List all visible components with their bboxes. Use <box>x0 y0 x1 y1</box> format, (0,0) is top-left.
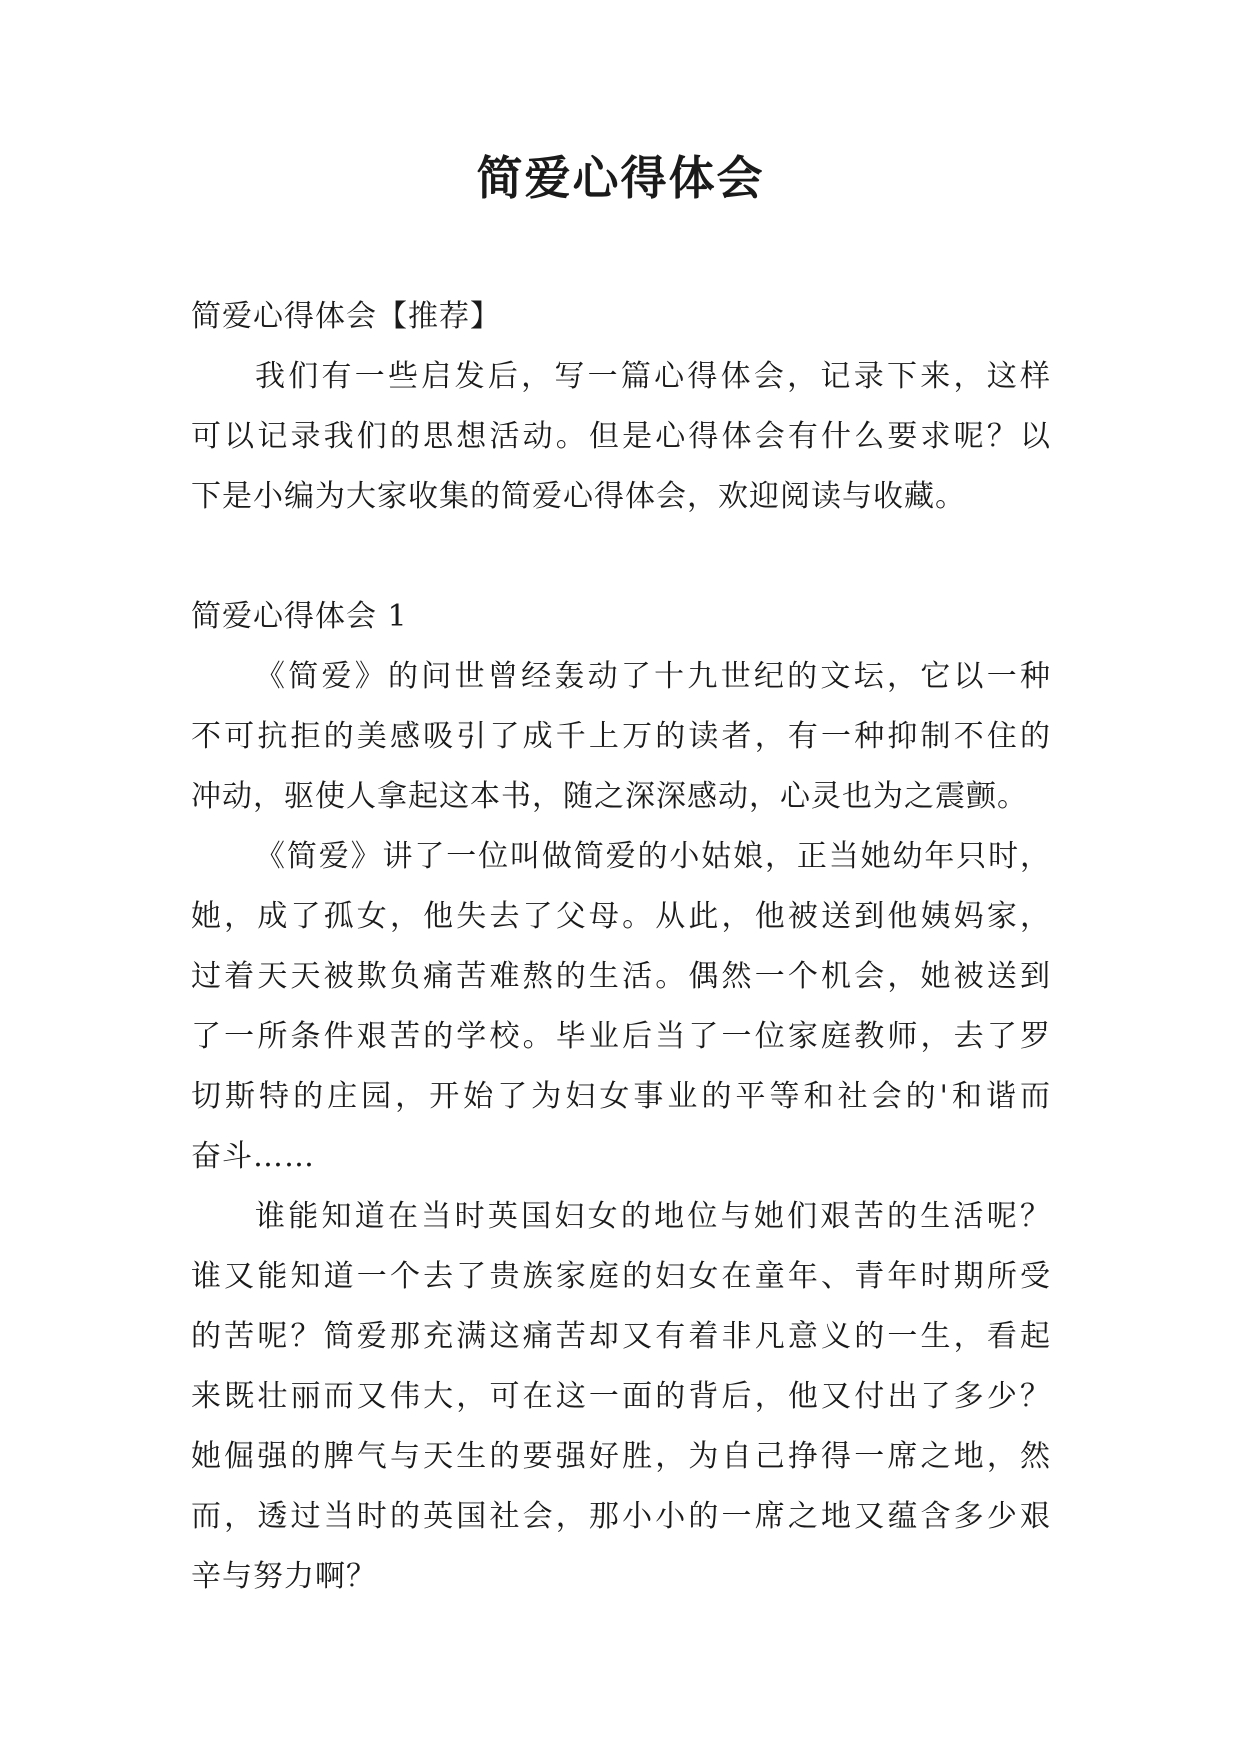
paragraph-1 <box>191 647 1051 827</box>
paragraph-3 <box>191 1187 1051 1607</box>
document-body <box>191 287 1051 1607</box>
paragraph-line: 了一所条件艰苦的学校。毕业后当了一位家庭教师，去了罗 <box>191 1019 1051 1054</box>
paragraph-line: 而，透过当时的英国社会，那小小的一席之地又蕴含多少艰 <box>191 1499 1051 1534</box>
paragraph-line: 我们有一些启发后，写一篇心得体会，记录下来，这样 <box>255 359 1051 394</box>
paragraph-line: 可以记录我们的思想活动。但是心得体会有什么要求呢？以 <box>191 419 1051 454</box>
paragraph-line: 不可抗拒的美感吸引了成千上万的读者，有一种抑制不住的 <box>191 719 1051 754</box>
document-title: 简爱心得体会 <box>476 151 765 205</box>
paragraph-line: 奋斗…… <box>191 1139 315 1174</box>
section-gap <box>191 527 1051 557</box>
paragraph-line: 谁能知道在当时英国妇女的地位与她们艰苦的生活呢？ <box>255 1199 1051 1234</box>
section-heading: 简爱心得体会 1 <box>191 599 408 634</box>
paragraph-line: 来既壮丽而又伟大，可在这一面的背后，他又付出了多少？ <box>191 1379 1051 1414</box>
paragraph-line: 谁又能知道一个去了贵族家庭的妇女在童年、青年时期所受 <box>191 1259 1051 1294</box>
intro-heading: 简爱心得体会【推荐】 <box>191 299 501 334</box>
paragraph-line: 下是小编为大家收集的简爱心得体会，欢迎阅读与收藏。 <box>191 479 966 514</box>
paragraph-line: 辛与努力啊？ <box>191 1559 377 1594</box>
paragraph-line: 《简爱》讲了一位叫做简爱的小姑娘，正当她幼年只时， <box>255 839 1051 874</box>
paragraph-2 <box>191 827 1051 1187</box>
paragraph-line: 她，成了孤女，他失去了父母。从此，他被送到他姨妈家， <box>191 899 1051 934</box>
paragraph-line: 切斯特的庄园，开始了为妇女事业的平等和社会的'和谐而 <box>191 1079 1051 1114</box>
intro-paragraph <box>191 347 1051 527</box>
paragraph-line: 《简爱》的问世曾经轰动了十九世纪的文坛，它以一种 <box>255 659 1051 694</box>
paragraph-line: 冲动，驱使人拿起这本书，随之深深感动，心灵也为之震颤。 <box>191 779 1028 814</box>
paragraph-line: 的苦呢？简爱那充满这痛苦却又有着非凡意义的一生，看起 <box>191 1319 1051 1354</box>
paragraph-line: 过着天天被欺负痛苦难熬的生活。偶然一个机会，她被送到 <box>191 959 1051 994</box>
paragraph-line: 她倔强的脾气与天生的要强好胜，为自己挣得一席之地，然 <box>191 1439 1051 1474</box>
